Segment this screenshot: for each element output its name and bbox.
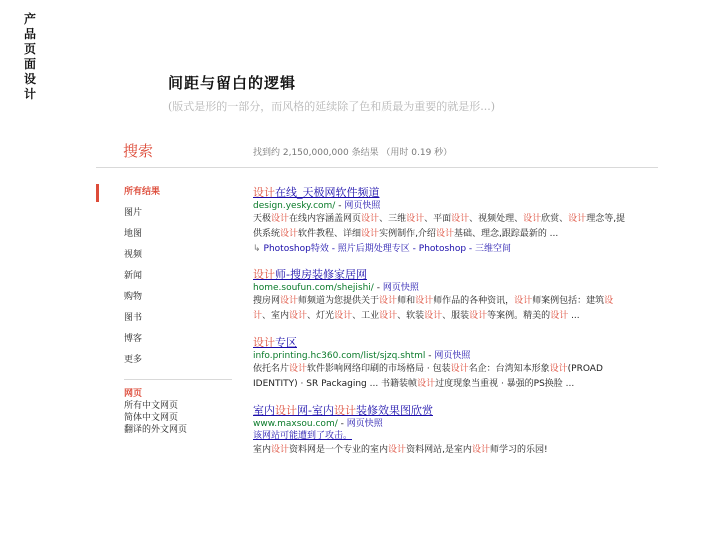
result-meta [253, 350, 628, 362]
result-snippet: 依托名片设计软件影响网络印刷的市场格局 · 包装设计名企：台湾知本形象设计(PROAD IDENTITY) · SR Packaging ... 书籍装帧设计过度现象当重视 · 暴强的PS换脸 ... [253, 364, 603, 389]
nav-item-maps[interactable]: 地图 [124, 229, 143, 239]
query-highlight: 设计 [361, 214, 380, 224]
query-highlight: 设计 [333, 404, 356, 417]
query-highlight: 设计 [435, 229, 454, 239]
nav-divider [124, 379, 232, 380]
query-highlight: 设计 [271, 214, 290, 224]
sitelinks-text[interactable]: Photoshop特效 - 照片后期处理专区 - Photoshop - 三维空间 [263, 244, 512, 254]
left-nav [96, 182, 236, 436]
slide-subtitle: (版式是形的一部分，而风格的延续除了色和质最为重要的就是形...) [168, 100, 496, 113]
meta-separator: - [376, 283, 383, 293]
cache-link[interactable]: 网页快照 [434, 351, 471, 361]
query-highlight: 设计 [271, 445, 290, 455]
search-label: 搜索 [123, 142, 154, 160]
query-highlight: 设计 [424, 311, 443, 321]
query-highlight: 设计 [361, 229, 380, 239]
nav-item-images[interactable]: 图片 [124, 208, 143, 218]
query-highlight: 设计 [388, 445, 407, 455]
nav-item-books[interactable]: 图书 [124, 313, 143, 323]
header-divider [96, 167, 658, 168]
search-result [253, 268, 628, 324]
query-highlight: 设计 [253, 268, 275, 281]
nav-subtitle-web: 网页 [124, 389, 143, 399]
search-result [253, 404, 628, 458]
query-highlight: 设计 [289, 364, 308, 374]
query-highlight: 设计 [417, 379, 436, 389]
query-highlight: 设计 [450, 364, 469, 374]
nav-item-all[interactable]: 所有结果 [96, 182, 236, 203]
result-title-link[interactable]: 设计专区 [253, 336, 297, 349]
result-sitelinks [253, 242, 628, 256]
query-highlight: 设计 [253, 186, 275, 199]
result-snippet: 室内设计资料网是一个专业的室内设计资料网站,是室内设计师学习的乐园! [253, 445, 548, 455]
query-highlight: 设计 [415, 296, 434, 306]
result-url: info.printing.hc360.com/list/sjzq.shtml [253, 351, 426, 361]
result-url: www.maxsou.com/ [253, 419, 338, 429]
query-highlight: 设计 [549, 364, 568, 374]
query-highlight: 设计 [275, 404, 297, 417]
cache-link[interactable]: 网页快照 [344, 201, 381, 211]
cache-link[interactable]: 网页快照 [382, 283, 419, 293]
query-highlight: 设计 [568, 214, 587, 224]
result-meta [253, 282, 628, 294]
nav-item-more[interactable]: 更多 [124, 355, 143, 365]
result-meta [253, 200, 628, 212]
nav-item-shopping[interactable]: 购物 [124, 292, 143, 302]
query-highlight: 设计 [379, 311, 398, 321]
result-meta [253, 418, 628, 430]
search-result [253, 186, 628, 256]
nav-subitem-all-chinese[interactable]: 所有中文网页 [124, 401, 179, 411]
result-snippet: 搜房网设计师频道为您提供关于设计师和设计师作品的各种资讯，设计师案例包括：建筑设计、室内设计、灯光设计、工业设计、软装设计、服装设计等案例。精美的设计 ... [253, 296, 614, 321]
result-stats: 找到约 2,150,000,000 条结果 （用时 0.19 秒） [253, 148, 453, 158]
result-title-link[interactable]: 设计在线_天极网软件频道 [253, 186, 380, 199]
meta-separator: - [340, 419, 347, 429]
nav-item-blogs[interactable]: 博客 [124, 334, 143, 344]
nav-subitem-translated[interactable]: 翻译的外文网页 [124, 425, 188, 435]
search-result [253, 336, 628, 392]
cache-link[interactable]: 网页快照 [346, 419, 383, 429]
query-highlight: 设计 [471, 445, 490, 455]
query-highlight: 设计 [523, 214, 542, 224]
results-list [253, 186, 628, 470]
query-highlight: 设计 [379, 296, 398, 306]
query-highlight: 设计 [469, 311, 488, 321]
nav-item-news[interactable]: 新闻 [124, 271, 143, 281]
meta-separator: - [428, 351, 435, 361]
security-warning-link[interactable]: 该网站可能遭到了攻击。 [253, 431, 353, 441]
result-snippet: 天极设计在线内容涵盖网页设计、三维设计、平面设计、视频处理、设计欣赏、设计理念等,提供系统设计软件教程、详细设计实例制作,介绍设计基础、理念,跟踪最新的 ... [253, 214, 626, 239]
result-title-link[interactable]: 室内设计网-室内设计装修效果图欣赏 [253, 404, 433, 417]
query-highlight: 设计 [451, 214, 470, 224]
query-highlight: 设计 [289, 311, 308, 321]
nav-subitem-simplified[interactable]: 简体中文网页 [124, 413, 179, 423]
query-highlight: 设计 [253, 336, 275, 349]
query-highlight: 设计 [253, 296, 614, 321]
result-url: design.yesky.com/ [253, 201, 336, 211]
query-highlight: 设计 [280, 296, 299, 306]
result-url: home.soufun.com/shejishi/ [253, 283, 374, 293]
sitelink-arrow-icon: ↳ [253, 244, 261, 254]
meta-separator: - [338, 201, 345, 211]
side-label: 产品页面设计 [23, 12, 36, 101]
query-highlight: 设计 [406, 214, 425, 224]
nav-item-videos[interactable]: 视频 [124, 250, 143, 260]
query-highlight: 设计 [280, 229, 299, 239]
query-highlight: 设计 [514, 296, 533, 306]
result-title-link[interactable]: 设计师-搜房装修家居网 [253, 268, 367, 281]
query-highlight: 设计 [550, 311, 569, 321]
slide-title: 间距与留白的逻辑 [168, 74, 297, 92]
query-highlight: 设计 [334, 311, 353, 321]
